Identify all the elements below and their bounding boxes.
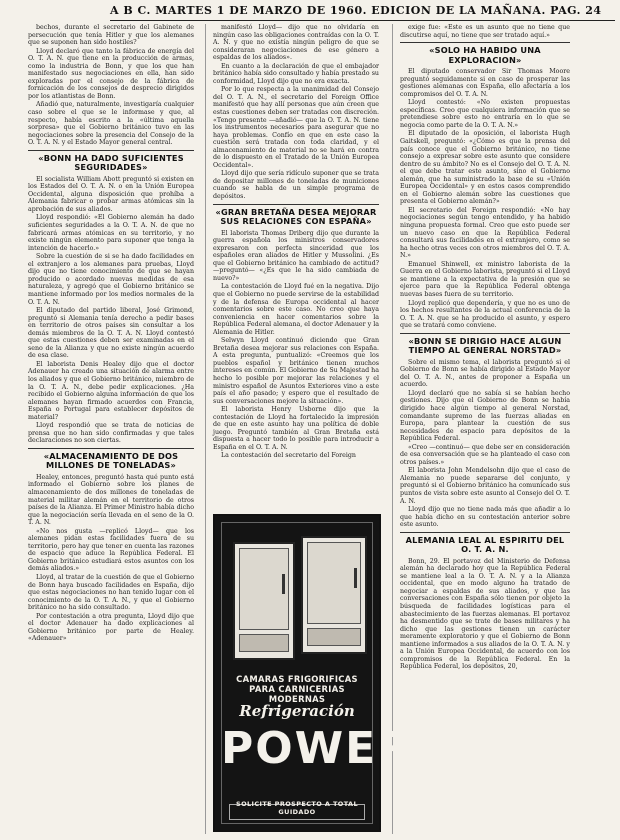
article-paragraph: El laborista Thomas Driberg dijo que durante la guerra española los ministros conservadores expresaron con perfecta sinceridad que los españoles eran aliados de Hitler y Mussolini. ¿Es que el Gobierno británico ha cambiado de actitud? —preguntó— «¿Es que le ha sido cambiada de nuevo?» xyxy=(213,229,379,282)
article-paragraph: Bonn, 29. El portavoz del Ministerio de Defensa alemán ha declarado hoy que la República Federal se mantiene leal a la O. T. A. N. y a la Alianza occidental, que en modo alguno ha tratado de negociar a espaldas de sus aliados, y que las conversaciones con España sólo tienen por objeto la búsqueda de facilidades logísticas para el abastecimiento de las fuerzas alemanas. El portavoz ha desmentido que se trate de bases militares y ha dicho que las gestiones tienen un carácter meramente exploratorio y que el Gobierno de Bonn mantiene informados a sus aliados de la O. T. A. N. y a la Unión Europea Occidental, de acuerdo con los compromisos de la República Federal. En la República Federal, los depósitos, 20, xyxy=(400,557,570,671)
section-headline: «GRAN BRETAÑA DESEA MEJORAR SUS RELACIONES CON ESPAÑA» xyxy=(215,206,377,227)
column-3 xyxy=(400,24,570,834)
article-paragraph: «No nos gusta —replicó Lloyd— que los alemanes pidan estas facilidades fuera de su territorio, pero hay que tener en cuenta las razones de espacio que aduce la República Federal. El Gobierno británico estudiará estos asuntos con los demás aliados.» xyxy=(28,527,194,573)
ad-line-2: PARA CARNICERIAS MODERNAS xyxy=(249,684,345,704)
article-paragraph: El laborista Denis Healey dijo que el doctor Adenauer ha creado una situación de alarma entre los aliados y que el Gobierno británico, miembro de la O. T. A. N., debe pedir explicaciones. ¿Ha recibido el Gobierno alguna información de que los alemanes hayan firmado acuerdos con Francia, España o Portugal para establecer depósitos de material? xyxy=(28,360,194,421)
article-paragraph: Sobre el mismo tema, el laborista preguntó si el Gobierno de Bonn se había dirigido al Estado Mayor del O. T. A. N., antes de proponer a España un acuerdo. xyxy=(400,358,570,389)
section-headline: «BONN HA DADO SUFICIENTES SEGURIDADES» xyxy=(38,152,184,173)
article-paragraph: Healey, entonces, preguntó hasta qué punto está informado el Gobierno sobre los planes de almacenamiento de dos millones de toneladas de material militar alemán en el territorio de otros países de la Alianza. El Primer Ministro había dicho que la negociación sería llevada en el seno de la O. T. A. N. xyxy=(28,473,194,527)
article-paragraph: El diputado conservador Sir Thomas Moore preguntó seguidamente si en caso de prosperar las gestiones alemanas con España, ello afectaría a los compromisos del O. T. A. N. xyxy=(400,68,570,98)
section-rule xyxy=(400,42,570,43)
article-paragraph: La contestación del secretario del Foreign xyxy=(221,452,356,460)
advertisement xyxy=(213,514,414,832)
article-paragraph: Añadió que, naturalmente, investigaría cualquier caso sobre el que se le informase y que, al respecto, había escrito a la «última aquella sorpresa» que el Gobierno británico tuvo en las negociaciones sobre la presencia del Consejo de la O. T. A. N. y el Estado Mayor general central. xyxy=(28,101,194,147)
section-headline: «SOLO HA HABIDO UNA EXPLORACION» xyxy=(429,45,541,65)
article-paragraph: Lloyd declaró que no sabía si se habían hecho gestiones. Dijo que el Gobierno de Bonn se había dirigido hace algún tiempo al general Norstad, comandante supremo de las fuerzas aliadas en Europa, para plantear la cuestión de sus necesidades de espacio para depósitos de la República Federal. xyxy=(400,389,570,443)
article-paragraph: En cuanto a la declaración de que el embajador británico había sido consultado y había prestado su conformidad, Lloyd dijo que no era exacta. xyxy=(213,62,379,85)
section-rule xyxy=(28,150,194,151)
article-paragraph: Emanuel Shinwell, ex ministro laborista de la Guerra en el Gobierno laborista, preguntó si el Lloyd se mantiene a la expectativa de la presión que se ejerce para que la República Federal obtenga nuevas bases fuera de su territorio. xyxy=(400,260,570,298)
article-paragraph: Selwyn Lloyd continuó diciendo que Gran Bretaña desea mejorar sus relaciones con España. A esta pregunta, puntualizó: «Creemos que los pueblos español y británico tienen muchos intereses en común. El Gobierno de Su Majestad ha hecho lo posible por mejorar las relaciones y el ministro español de Asuntos Exteriores vino a este país el año pasado; y espero que el resultado de sus conversaciones mejore la situación». xyxy=(213,337,379,405)
ad-brand: POWER xyxy=(221,723,414,774)
article-paragraph: manifestó Lloyd— dijo que no olvidaría en ningún caso las obligaciones contraídas con la O. T. A. N. y que no existía ningún peligro de que se consideraran negociaciones de ese género a espaldas de los aliados». xyxy=(213,24,379,62)
section-rule xyxy=(400,333,570,334)
article-paragraph: El socialista William Abott preguntó si existen en los Estados del O. T. A. N. o en la Unión Europea Occidental, alguna disposición que prohíba a Alemania fabricar o probar armas atómicas sin la aprobación de sus aliados. xyxy=(28,175,194,213)
article-paragraph: El diputado del partido liberal, José Grimond, preguntó si Alemania tenía derecho a pedir bases en territorio de otros países sin consultar a los demás miembros de la O. T. A. N. Lloyd contestó que estas cuestiones deben ser examinadas en el seno de la Alianza y que no existe ningún acuerdo de esa clase. xyxy=(28,307,194,360)
article-paragraph: Lloyd, al tratar de la cuestión de que el Gobierno de Bonn haya buscado facilidades en España, dijo que estas negociaciones no han tenido lugar con el conocimiento de la O. T. A. N., y que el Gobierno británico no ha sido consultado. xyxy=(28,574,194,612)
fridge-illustration-right xyxy=(301,536,367,654)
section-headline: «BONN SE DIRIGIO HACE ALGUN TIEMPO AL GENERAL NORSTAD» xyxy=(408,335,562,356)
page-header: A B C. MARTES 1 DE MARZO DE 1960. EDICION DE LA MAÑANA. PAG. 24 xyxy=(110,4,602,17)
article-paragraph: La contestación de Lloyd fué en la negativa. Dijo que el Gobierno no puede servirse de la estabilidad y de la defensa de Europa occidental al hacer comentarios sobre este caso. No creo que haya conveniencia en hacer comentarios sobre la República Federal alemana, el doctor Adenauer y la Alemania de Hitler. xyxy=(213,283,379,336)
article-paragraph: bechos, durante el secretario del Gabinete de persecución que tenía Hitler y que los alemanes que se suponen han sido hostiles? xyxy=(28,24,194,47)
article-paragraph: Lloyd respondió: «El Gobierno alemán ha dado suficientes seguridades a la O. T. A. N. de que no fabricará armas atómicas en su territorio, y no existe ningún elemento para suponer que tenga la intención de hacerlo.» xyxy=(28,214,194,252)
ad-footer-text: SOLICITE PROSPECTO A TOTAL GUIDADO xyxy=(235,800,359,816)
article-paragraph: El laborista John Mendelsohn dijo que el caso de Alemania no puede separarse del conjunto, y preguntó si el Gobierno británico ha comunicado sus puntos de vista sobre este asunto al Consejo del O. T. A. N. xyxy=(400,467,570,505)
ad-line-1: CAMARAS FRIGORIFICAS xyxy=(236,674,358,684)
header-rule xyxy=(110,20,615,21)
ad-tagline xyxy=(221,674,373,704)
article-paragraph: El diputado de la oposición, el laborista Hugh Gaitskell, preguntó: «¿Cómo es que la prensa del país conoce que el Gobierno británico, no tiene consejo a expresar sobre este asunto que considere dentro de su ámbito? No es el Consejo del O. T. A. N. el que debe tratar este asunto, sino el Gobierno alemán, que ha suministrado la base de su «Unión Europea Occidental» y en estos casos comprendido en el Gobierno alemán sobre las cuestiones que presenta el Gobierno alemán?» xyxy=(400,130,570,206)
article-paragraph: Lloyd dijo que no tiene nada más que añadir a lo que había dicho en su contestación anterior sobre este asunto. xyxy=(400,506,570,529)
article-paragraph: Lloyd replicó que dependería, y que no es uno de los hechos resultantes de la actual conferencia de la O. T. A. N. que se ha producido el asunto, y espero que se tratará como conviene. xyxy=(400,299,570,330)
article-paragraph: El laborista Henry Usborne dijo que la contestación de Lloyd ha fortalecido la impresión de que en este asunto hay una política de doble juego. Preguntó también al Gran Bretaña está dispuesta a hacer todo lo posible para introducir a España en el O. T. A. N. xyxy=(213,406,379,451)
section-rule xyxy=(28,448,194,449)
article-paragraph: Lloyd dijo que sería ridículo suponer que se trata de depositar millones de toneladas de municiones cuando se habla de un simple programa de depósitos. xyxy=(213,170,379,201)
article-paragraph: Lloyd respondió que se trata de noticias de prensa que no han sido confirmadas y que tales declaraciones no son ciertas. xyxy=(28,422,194,445)
column-divider xyxy=(205,24,206,834)
column-1 xyxy=(28,24,194,834)
column-2 xyxy=(213,24,379,498)
article-paragraph: Por lo que respecta a la unanimidad del Consejo del O. T. A. N., el secretario del Foreign Office manifestó que hay allí personas que aún creen que estas cuestiones deben ser tratadas con discreción. «Tengo presente —añadió— que la O. T. A. N. tiene los instrumentos necesarios para asegurar que no haya problemas. Confío en que en este caso la cuestión será tratada con toda claridad, y el almacenamiento de material no se hará en contra de lo dispuesto en el Tratado de la Unión Europea Occidental». xyxy=(213,86,379,169)
column-divider xyxy=(392,24,393,834)
section-rule xyxy=(213,204,379,205)
section-rule xyxy=(400,532,570,533)
article-paragraph: Lloyd declaró que tanto la fábrica de energía del O. T. A. N. que tiene en la producción de armas, como la industria de Bonn, y que los que han manifestado sus negociaciones en ella, han sido exploradas por el consejo de la fábrica de fornicación de los consejos de desprecio dirigidos por los atlantistas de Bonn. xyxy=(28,47,194,100)
article-paragraph: «Creo —continuó— que debe ser en consideración de esa conversación que se ha planteado el caso con otros países.» xyxy=(400,443,570,466)
fridge-illustration-left xyxy=(233,542,295,660)
article-paragraph: Sobre la cuestión de si se ha dado facilidades en el extranjero a los alemanes para pruebas, Lloyd dijo que no tiene conocimiento de que se hayan producido o acordado nuevas medidas de esa naturaleza, y agregó que el Gobierno británico se mantiene informado por los medios normales de la O. T. A. N. xyxy=(28,253,194,306)
article-paragraph: El secretario del Foreign respondió: «No hay negociaciones según tengo entendido, y ha habido ninguna propuesta formal. Creo que esto puede ser un nuevo caso en que la República Federal consultará sus facilidades en el extranjero, como se ha hecho otras veces con otros miembros del O. T. A. N.» xyxy=(400,206,570,260)
ad-script-text: Refrigeración xyxy=(239,702,355,720)
section-headline: «ALMACENAMIENTO DE DOS MILLONES DE TONELADAS» xyxy=(43,450,179,471)
section-headline: ALEMANIA LEAL AL ESPIRITU DEL O. T. A. N. xyxy=(405,534,565,555)
article-paragraph: Por contestación a otra pregunta, Lloyd dijo que el doctor Adenauer ha dado explicaciones al Gobierno británico por parte de Healey. «Adenauer» xyxy=(28,612,194,643)
article-paragraph: Lloyd contestó: «No existen propuestas específicas. Creo que cualquiera información que se pretendiese sobre esto no entraría en lo que se negocia como parte de la O. T. A. N.» xyxy=(400,99,570,129)
article-paragraph: exige fue: «Este es un asunto que no tiene que discutirse aquí, no tiene que ser tratado aquí.» xyxy=(400,24,570,39)
